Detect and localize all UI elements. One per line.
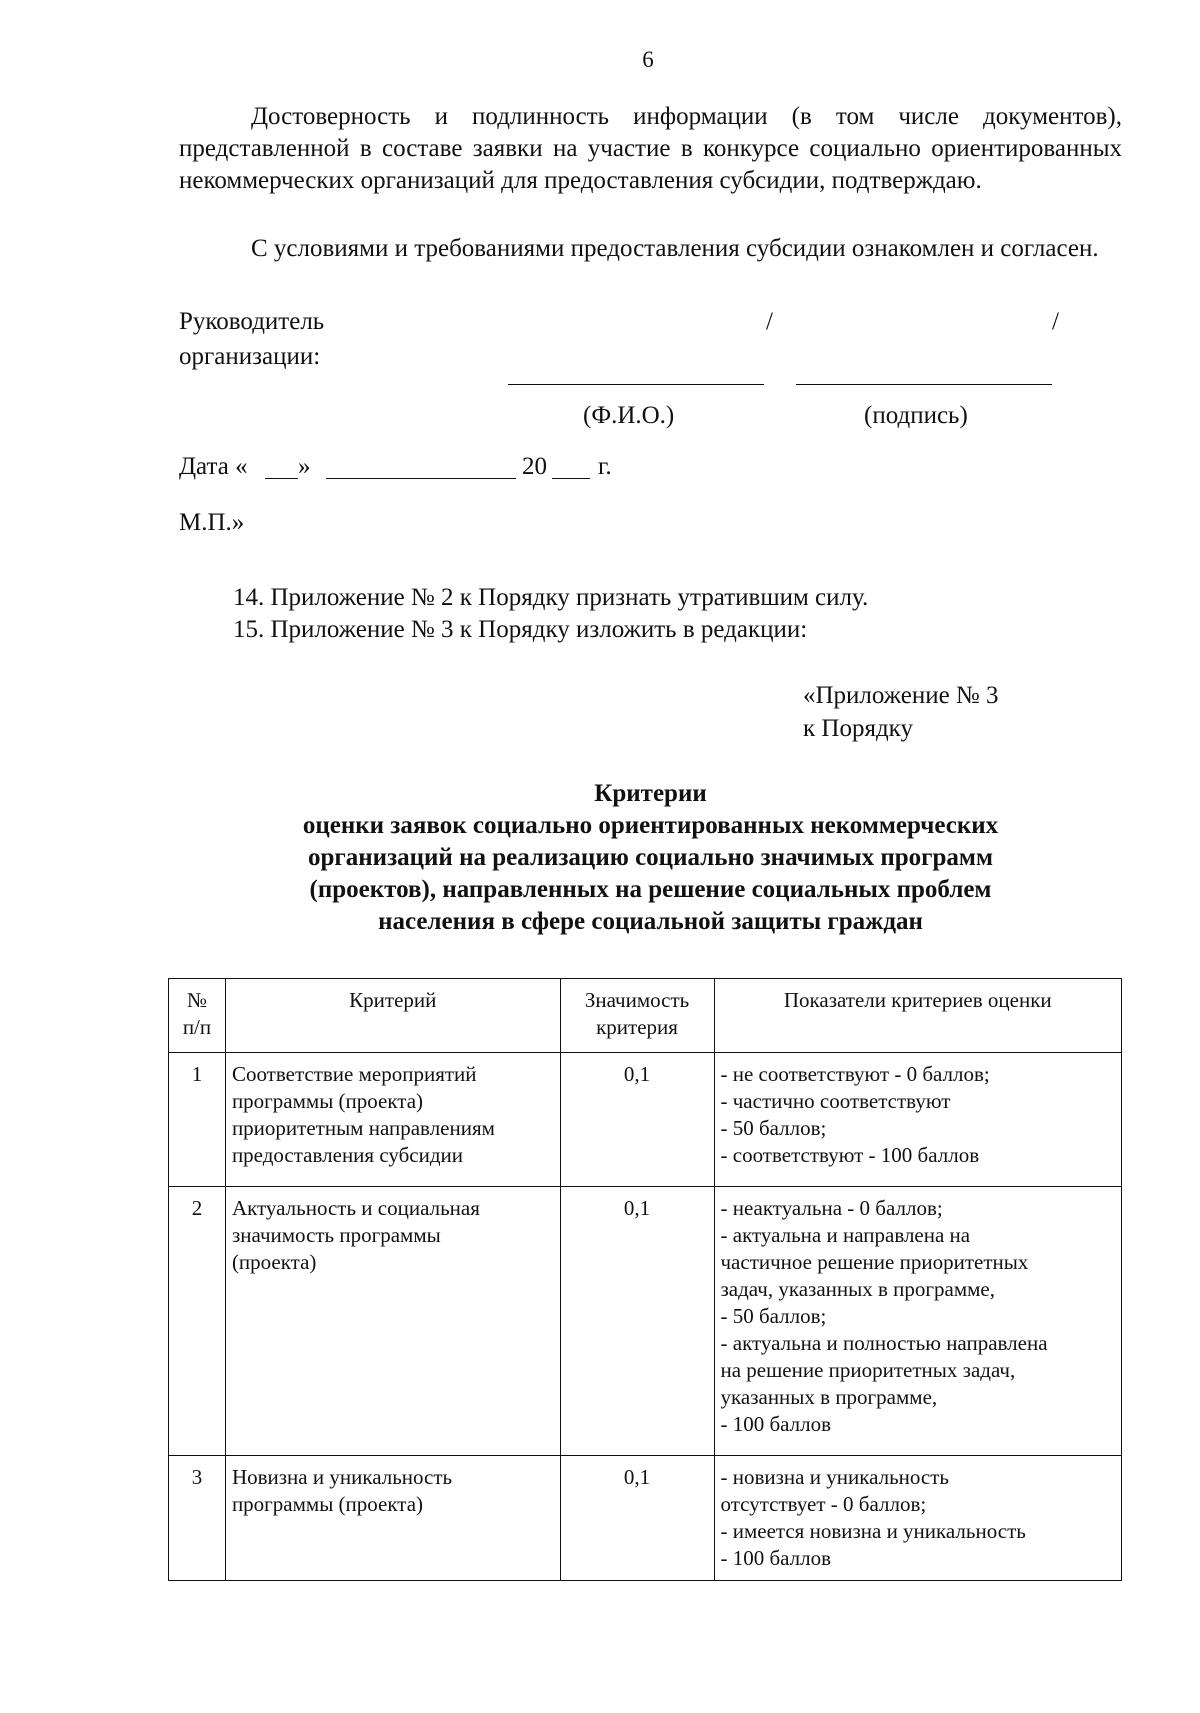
date-year-suffix: г. — [598, 453, 612, 480]
date-year-blank — [552, 478, 590, 479]
indicator-line: - актуальна и направлена на — [720, 1223, 971, 1247]
signature-label-line1: Руководитель — [179, 308, 325, 335]
indicator-line: - 100 баллов — [720, 1546, 832, 1570]
row-number: 3 — [169, 1456, 226, 1581]
criteria-title-line2: оценки заявок социально ориентированных некоммерческих — [302, 812, 999, 839]
indicator-line: - 50 баллов; — [720, 1304, 827, 1328]
header-weight — [560, 979, 714, 1053]
row-weight: 0,1 — [560, 1456, 714, 1581]
header-num — [169, 979, 226, 1053]
header-criterion: Критерий — [225, 979, 560, 1053]
row-criterion — [225, 1187, 560, 1456]
indicator-line: - 50 баллов; — [720, 1116, 827, 1140]
signature-label-line2: организации: — [179, 343, 321, 370]
date-month-blank — [326, 478, 516, 479]
indicator-line: - актуальна и полностью направлена — [720, 1331, 1048, 1355]
header-weight-line1: Значимость — [584, 988, 690, 1012]
indicator-line: - частично соответствуют — [720, 1089, 951, 1113]
criteria-title-line5: населения в сфере социальной защиты граждан — [378, 908, 923, 935]
criteria-title-line1: Критерии — [594, 780, 707, 807]
indicator-line: - 100 баллов — [720, 1412, 832, 1436]
sign-caption: (подпись) — [864, 402, 968, 429]
indicator-line: - новизна и уникальность — [720, 1465, 949, 1489]
row-number: 1 — [169, 1053, 226, 1187]
row-weight: 0,1 — [560, 1187, 714, 1456]
appendix-heading-line1: «Приложение № 3 — [803, 682, 999, 709]
criterion-line: значимость программы — [231, 1223, 441, 1247]
fio-signature-line — [508, 384, 764, 385]
criterion-line: (проекта) — [231, 1250, 317, 1274]
criterion-line: программы (проекта) — [231, 1492, 424, 1516]
date-year-prefix: 20 — [522, 453, 547, 480]
row-weight: 0,1 — [560, 1053, 714, 1187]
criterion-line: Актуальность и социальная — [231, 1196, 480, 1220]
table-row — [169, 1456, 1122, 1581]
row-indicators — [714, 1456, 1122, 1581]
fio-caption: (Ф.И.О.) — [583, 402, 675, 429]
date-prefix: Дата « — [179, 453, 248, 480]
indicator-line: - не соответствуют - 0 баллов; — [720, 1062, 990, 1086]
criterion-line: Соответствие мероприятий — [231, 1062, 477, 1086]
table-row — [169, 1053, 1122, 1187]
indicator-line: - имеется новизна и уникальность — [720, 1519, 1026, 1543]
indicator-line: частичное решение приоритетных — [720, 1250, 1029, 1274]
criteria-title-line4: (проектов), направленных на решение социальных проблем — [309, 876, 992, 903]
row-number: 2 — [169, 1187, 226, 1456]
intro-paragraph-conditions: С условиями и требованиями предоставления субсидии ознакомлен и согласен. — [251, 235, 1099, 262]
intro-paragraph-authenticity: Достоверность и подлинность информации (в том числе документов), представленной в составе заявки на участие в конкурсе социально ориентированных некоммерческих организаций для предоставления субсидии, подтверждаю. — [179, 103, 1122, 194]
criteria-table — [168, 978, 1122, 1581]
criterion-line: предоставления субсидии — [231, 1143, 463, 1167]
signature-slash-1: / — [766, 308, 773, 335]
header-weight-line2: критерия — [596, 1015, 678, 1039]
table-header-row — [169, 979, 1122, 1053]
criterion-line: приоритетным направлениям — [231, 1116, 495, 1140]
row-criterion — [225, 1456, 560, 1581]
header-num-line2: п/п — [182, 1015, 212, 1039]
appendix-heading-line2: к Порядку — [803, 715, 913, 742]
indicator-line: задач, указанных в программе, — [720, 1277, 995, 1301]
criterion-line: программы (проекта) — [231, 1089, 424, 1113]
item-14: 14. Приложение № 2 к Порядку признать утратившим силу. — [233, 584, 869, 611]
row-indicators — [714, 1053, 1122, 1187]
date-day-blank — [265, 478, 298, 479]
indicator-line: - соответствуют - 100 баллов — [720, 1143, 980, 1167]
signature-slash-2: / — [1052, 308, 1059, 335]
seal-mark: М.П.» — [179, 509, 245, 536]
criteria-title-line3: организаций на реализацию социально значимых программ — [308, 844, 993, 871]
item-15: 15. Приложение № 3 к Порядку изложить в редакции: — [233, 616, 808, 643]
sign-signature-line — [796, 384, 1052, 385]
date-quote-close: » — [298, 453, 311, 480]
indicator-line: отсутствует - 0 баллов; — [720, 1492, 927, 1516]
indicator-line: указанных в программе, — [720, 1385, 938, 1409]
page-number: 6 — [642, 47, 654, 72]
row-criterion — [225, 1053, 560, 1187]
header-indicators: Показатели критериев оценки — [714, 979, 1122, 1053]
criteria-table-body — [169, 1053, 1122, 1581]
row-indicators — [714, 1187, 1122, 1456]
indicator-line: на решение приоритетных задач, — [720, 1358, 1016, 1382]
indicator-line: - неактуальна - 0 баллов; — [720, 1196, 943, 1220]
criterion-line: Новизна и уникальность — [231, 1465, 453, 1489]
criteria-title — [179, 778, 1122, 938]
table-row — [169, 1187, 1122, 1456]
header-num-line1: № — [186, 988, 207, 1012]
